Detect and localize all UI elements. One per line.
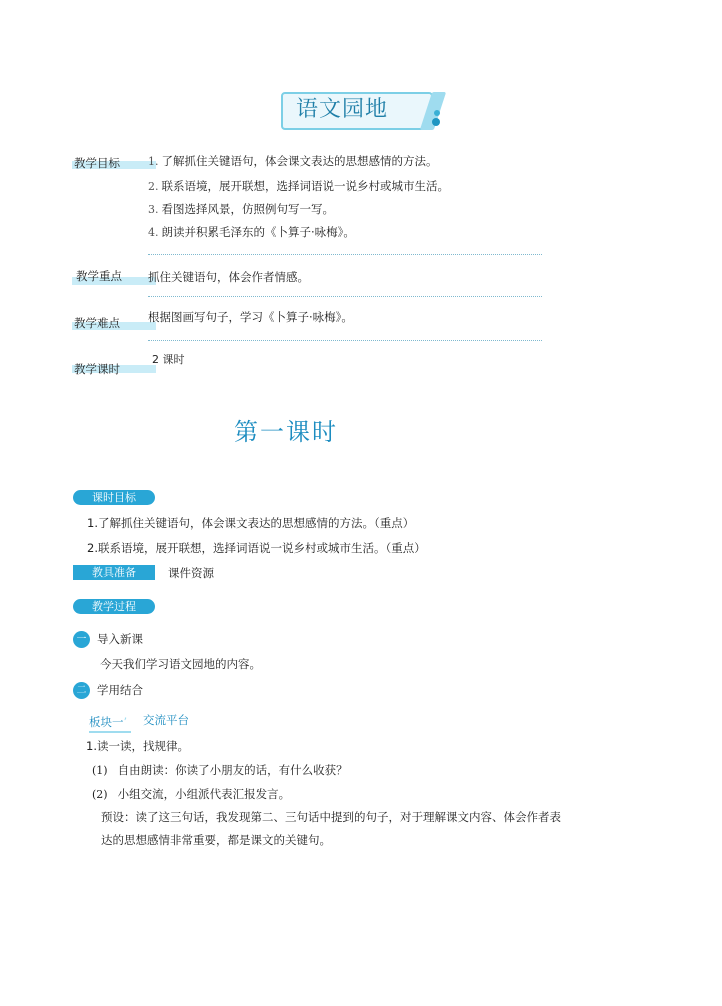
divider — [148, 296, 542, 297]
decorative-dots-icon — [432, 108, 444, 128]
difficulty-text: 根据图画写句子，学习《卜算子·咏梅》。 — [148, 310, 353, 324]
lesson-title: 第一课时 — [234, 418, 338, 446]
objective-item: 2. 联系语境，展开联想，选择词语说一说乡村或城市生活。 — [148, 179, 449, 193]
block-label: 板块一’ — [89, 715, 128, 729]
step-number-badge: 二 — [73, 682, 90, 699]
objective-item: 1. 了解抓住关键语句，体会课文表达的思想感情的方法。 — [148, 154, 438, 168]
lesson-goal-item: 2.联系语境，展开联想，选择词语说一说乡村或城市生活。（重点） — [87, 541, 426, 555]
divider — [148, 340, 542, 341]
block-underline — [89, 731, 131, 733]
objective-item: 3. 看图选择风景，仿照例句写一写。 — [148, 202, 334, 216]
focus-text: 抓住关键语句，体会作者情感。 — [148, 270, 309, 284]
difficulty-label: 教学难点 — [74, 316, 120, 330]
objectives-label: 教学目标 — [74, 156, 120, 170]
lesson-goal-item: 1.了解抓住关键语句，体会课文表达的思想感情的方法。（重点） — [87, 516, 415, 530]
step-number-badge: 一 — [73, 631, 90, 648]
subtask-item: (2) 小组交流，小组派代表汇报发言。 — [92, 787, 291, 801]
preset-text-line: 达的思想感情非常重要，都是课文的关键句。 — [101, 833, 331, 847]
subtask-item: (1) 自由朗读：你读了小朋友的话，有什么收获？ — [92, 763, 348, 777]
step-title: 导入新课 — [97, 632, 143, 646]
divider — [148, 254, 542, 255]
hours-text: 2 课时 — [152, 353, 185, 366]
task-text: 1.读一读，找规律。 — [86, 739, 189, 753]
objective-item: 4. 朗读并积累毛泽东的《卜算子·咏梅》。 — [148, 225, 355, 239]
block-title: 交流平台 — [143, 713, 189, 727]
lesson-goals-label: 课时目标 — [73, 490, 155, 505]
step-title: 学用结合 — [97, 683, 143, 697]
preset-text-line: 预设：读了这三句话，我发现第二、三句话中提到的句子，对于理解课文内容、体会作者表 — [101, 810, 561, 824]
focus-label: 教学重点 — [76, 269, 122, 283]
process-label: 教学过程 — [73, 599, 155, 614]
hours-label: 教学课时 — [74, 362, 120, 376]
page-title: 语文园地 — [296, 97, 389, 122]
prep-label: 教具准备 — [73, 565, 155, 580]
step-content: 今天我们学习语文园地的内容。 — [100, 657, 261, 671]
prep-text: 课件资源 — [168, 566, 214, 580]
